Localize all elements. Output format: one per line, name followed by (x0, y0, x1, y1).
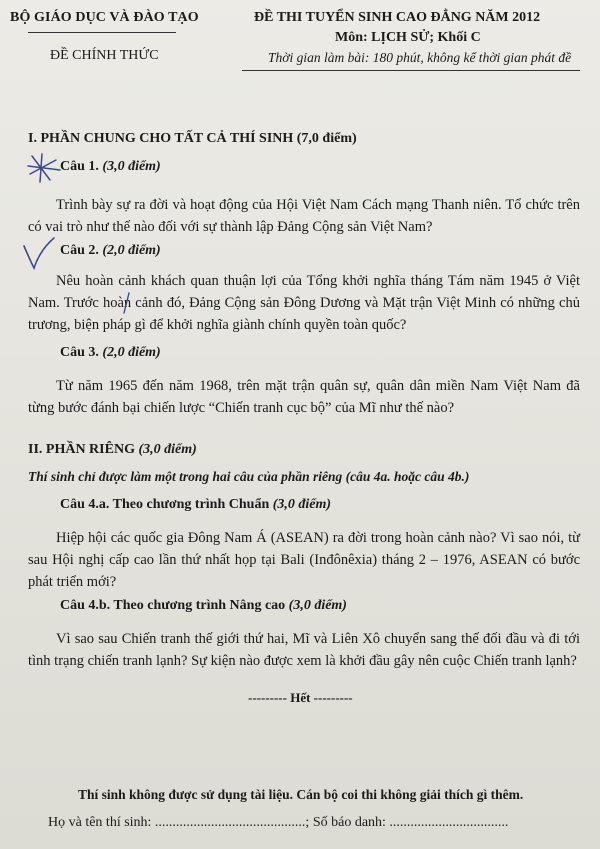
question-1-points: (3,0 điểm) (102, 159, 161, 174)
question-2-heading (60, 243, 161, 259)
question-4a-points: (3,0 điểm) (272, 497, 332, 512)
section-2-points: (3,0 điểm) (138, 442, 197, 457)
official-label: ĐỀ CHÍNH THỨC (50, 48, 159, 63)
candidate-info-line: Họ và tên thí sinh: ...........................................; Số báo danh: .................................. (48, 815, 509, 830)
end-marker: --------- Hết --------- (248, 690, 353, 705)
section-1-title: I. PHẦN CHUNG CHO TẤT CẢ THÍ SINH (7,0 điểm) (28, 131, 357, 146)
question-4a-label: Câu 4.a. Theo chương trình Chuẩn (60, 497, 270, 512)
ministry-name: BỘ GIÁO DỤC VÀ ĐÀO TẠO (10, 10, 199, 25)
question-3-label: Câu 3. (60, 345, 99, 360)
question-2-label: Câu 2. (60, 243, 99, 258)
question-3-text: Từ năm 1965 đến năm 1968, trên mặt trận quân sự, quân dân miền Nam Việt Nam đã từng bước đánh bại chiến lược “Chiến tranh cục bộ” của Mĩ như thế nào? (28, 378, 580, 416)
question-4b-heading (60, 598, 347, 614)
exam-subject: Môn: LỊCH SỬ; Khối C (335, 30, 481, 45)
question-4b-text: Vì sao sau Chiến tranh thế giới thứ hai, Mĩ và Liên Xô chuyển sang thế đối đầu và đi tới tình trạng chiến tranh lạnh? Sự kiện nào được xem là khởi đầu gây nên cuộc Chiến tranh lạnh? (28, 631, 580, 669)
section-2-label: II. PHẦN RIÊNG (28, 442, 135, 457)
section-2-title (28, 442, 197, 458)
question-3-heading (60, 345, 161, 361)
section-2-note: Thí sinh chỉ được làm một trong hai câu của phần riêng (câu 4a. hoặc câu 4b.) (28, 469, 470, 484)
question-4b-label: Câu 4.b. Theo chương trình Nâng cao (60, 598, 286, 613)
time-underline (242, 70, 580, 71)
question-4b-points: (3,0 điểm) (288, 598, 347, 613)
question-2-points: (2,0 điểm) (102, 243, 161, 258)
exam-title: ĐỀ THI TUYỂN SINH CAO ĐẲNG NĂM 2012 (254, 10, 541, 25)
question-3-points: (2,0 điểm) (102, 345, 161, 360)
question-4a-heading (60, 497, 331, 513)
ministry-underline (28, 32, 176, 33)
exam-time: Thời gian làm bài: 180 phút, không kể thời gian phát đề (268, 50, 572, 65)
slash-pen-mark-icon (121, 291, 131, 315)
question-4a-text: Hiệp hội các quốc gia Đông Nam Á (ASEAN) ra đời trong hoàn cảnh nào? Vì sao nói, từ sau Hội nghị cấp cao lần thứ nhất họp tại Bali (Inđônêxia) tháng 2 – 1976, ASEAN có bước phát triển mới? (28, 530, 580, 590)
checkmark-pen-mark-icon (20, 234, 58, 272)
question-1-heading (60, 159, 161, 175)
footer-note: Thí sinh không được sử dụng tài liệu. Cán bộ coi thi không giải thích gì thêm. (78, 787, 524, 802)
question-1-label: Câu 1. (60, 159, 99, 174)
star-pen-mark-icon (26, 152, 62, 186)
question-2-text: Nêu hoàn cảnh khách quan thuận lợi của Tổng khởi nghĩa tháng Tám năm 1945 ở Việt Nam. Trước hoàn cảnh đó, Đảng Cộng sản Đông Dương và Mặt trận Việt Minh có những chủ trương, biện pháp gì để khởi nghĩa giành chính quyền toàn quốc? (28, 273, 580, 333)
question-1-text: Trình bày sự ra đời và hoạt động của Hội Việt Nam Cách mạng Thanh niên. Tổ chức trên có vai trò như thế nào đối với sự thành lập Đảng Cộng sản Việt Nam? (28, 197, 580, 235)
